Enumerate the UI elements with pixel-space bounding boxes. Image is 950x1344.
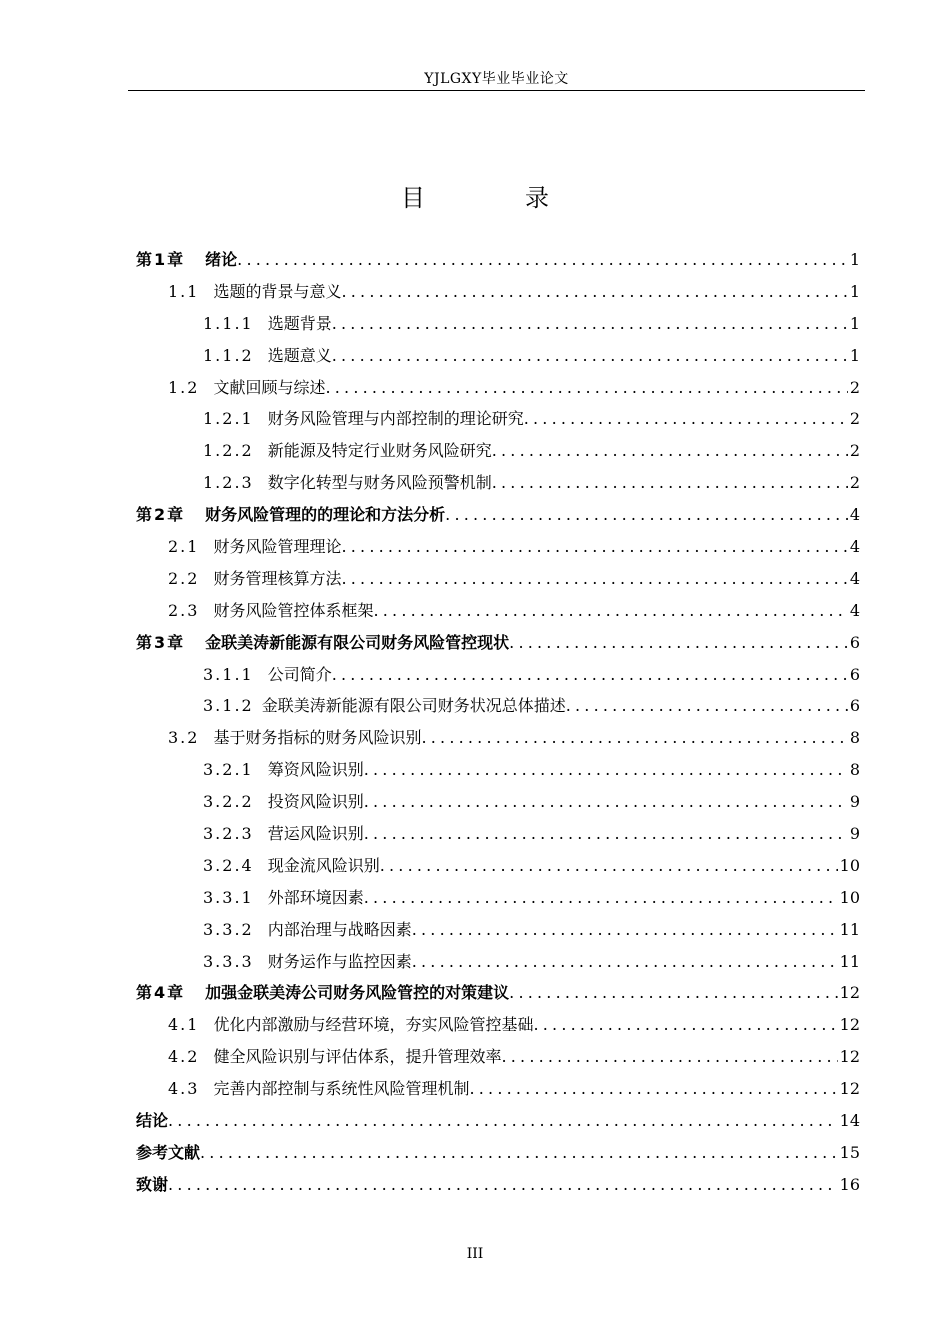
toc-entry-page: 12 [839,1047,860,1067]
toc-dot-leader [364,882,838,914]
toc-entry[interactable] [136,403,860,435]
toc-entry-number: 4.3 [168,1079,200,1099]
toc-entry-page: 1 [849,250,860,269]
toc-dot-leader [501,1041,837,1073]
toc-entry[interactable] [136,244,860,276]
toc-dot-leader [524,403,848,435]
toc-title: 目 录 [401,184,587,212]
toc-dot-leader [341,276,847,308]
toc-entry-page: 1 [849,345,860,365]
toc-entry-label: 财务风险管理与内部控制的理论研究 [267,409,524,429]
toc-entry[interactable] [136,467,860,499]
toc-dot-leader [341,531,847,563]
toc-entry-page: 12 [839,1015,860,1035]
toc-entry-number: 3.2.1 [203,760,254,780]
toc-dot-leader [509,627,848,659]
toc-entry-number: 1.1.1 [203,313,254,333]
toc-entry-label: 绪论 [205,250,238,269]
toc-entry-number: 1.2.1 [203,409,254,429]
toc-entry-page: 6 [849,632,860,652]
toc-entry-label: 投资风险识别 [267,792,364,812]
toc-entry[interactable] [136,754,860,786]
toc-dot-leader [412,914,838,946]
toc-entry-page: 6 [849,664,860,684]
toc-entry[interactable] [136,882,860,914]
toc-entry-label: 新能源及特定行业财务风险研究 [267,441,492,461]
toc-dot-leader [364,754,848,786]
toc-entry-page: 6 [849,696,860,716]
toc-entry[interactable] [136,340,860,372]
toc-entry[interactable] [136,276,860,308]
toc-entry-label: 选题背景 [267,313,332,333]
toc-entry-label: 公司简介 [267,664,332,684]
toc-entry-label: 基于财务指标的财务风险识别 [213,728,422,748]
toc-entry-label: 选题意义 [267,345,332,365]
toc-dot-leader [492,435,848,467]
toc-entry-page: 10 [839,887,860,907]
toc-entry-page: 15 [839,1142,860,1162]
toc-entry[interactable] [136,818,860,850]
toc-entry-number: 1.1 [168,281,200,301]
toc-entry[interactable] [136,850,860,882]
toc-entry-page: 16 [839,1174,860,1194]
toc-entry-number: 2.3 [168,600,200,620]
toc-entry-page: 4 [849,568,860,588]
toc-entry[interactable] [136,786,860,818]
toc-entry-page: 8 [849,728,860,748]
toc-entry[interactable] [136,372,860,404]
toc-entry-label: 加强金联美涛公司财务风险管控的对策建议 [205,983,510,1003]
toc-entry-page: 12 [839,1079,860,1099]
toc-entry-number: 第3章 [136,632,186,652]
toc-entry-page: 8 [849,760,860,780]
toc-dot-leader [237,244,848,276]
toc-entry-label: 优化内部激励与经营环境，夯实风险管控基础 [213,1015,534,1035]
toc-entry-page: 9 [849,792,860,812]
toc-entry-number: 1.2.3 [203,473,254,493]
toc-entry[interactable] [136,690,860,722]
toc-entry[interactable] [136,627,860,659]
toc-dot-leader [492,467,848,499]
toc-dot-leader [421,722,847,754]
toc-entry-label: 完善内部控制与系统性风险管理机制 [213,1079,470,1099]
toc-entry[interactable] [136,435,860,467]
toc-entry-label: 财务风险管控体系框架 [213,600,374,620]
toc-entry-label: 现金流风险识别 [267,855,380,875]
toc-entry-label: 选题的背景与意义 [213,281,342,301]
toc-entry-page: 4 [849,600,860,620]
toc-entry-label: 筹资风险识别 [267,760,364,780]
toc-entry[interactable] [136,308,860,340]
toc-dot-leader [332,659,848,691]
toc-entry-number: 3.2.4 [203,855,254,875]
toc-dot-leader [380,850,838,882]
toc-entry-page: 1 [849,313,860,333]
toc-entry[interactable] [136,1041,860,1073]
toc-entry[interactable] [136,531,860,563]
toc-dot-leader [325,372,847,404]
toc-entry-page: 11 [839,919,860,939]
toc-entry-number: 3.3.3 [203,951,254,971]
toc-entry[interactable] [136,563,860,595]
toc-entry-page: 2 [849,473,860,493]
toc-entry-page: 4 [849,537,860,557]
toc-entry[interactable] [136,1073,860,1105]
toc-dot-leader [364,786,848,818]
toc-entry-label: 参考文献 [136,1142,201,1162]
toc-dot-leader [200,1137,838,1169]
page-number: III [466,1246,484,1262]
toc-dot-leader [533,1009,837,1041]
toc-entry-number: 2.2 [168,568,200,588]
toc-entry-number: 4.2 [168,1047,200,1067]
toc-entry[interactable] [136,595,860,627]
toc-entry-label: 营运风险识别 [267,824,364,844]
toc-entry[interactable] [136,1105,860,1137]
toc-dot-leader [445,499,848,531]
toc-entry-label: 财务运作与监控因素 [267,951,412,971]
toc-entry-page: 2 [849,377,860,397]
toc-entry-number: 第4章 [136,983,186,1003]
toc-entry[interactable] [136,1169,860,1201]
toc-entry-number: 3.2.3 [203,824,254,844]
toc-entry-label: 文献回顾与综述 [213,377,326,397]
toc-entry[interactable] [136,722,860,754]
toc-entry-number: 3.1.1 [203,664,254,684]
toc-dot-leader [566,690,848,722]
toc-entry[interactable] [136,914,860,946]
toc-dot-leader [469,1073,837,1105]
toc-entry-page: 10 [839,855,860,875]
toc-entry[interactable] [136,659,860,691]
toc-entry-number: 第1章 [136,250,186,269]
toc-dot-leader [168,1169,838,1201]
toc-entry-number: 3.1.2 [203,696,254,716]
toc-entry-number: 1.2 [168,377,200,397]
toc-entry-page: 2 [849,441,860,461]
toc-dot-leader [332,340,848,372]
toc-entry[interactable] [136,946,860,978]
toc-entry-page: 2 [849,409,860,429]
toc-entry[interactable] [136,1009,860,1041]
toc-entry-number: 2.1 [168,537,200,557]
toc-entry-number: 1.2.2 [203,441,254,461]
toc-dot-leader [364,818,848,850]
toc-entry-page: 11 [839,951,860,971]
toc-entry[interactable] [136,1137,860,1169]
table-of-contents [136,244,860,1201]
toc-entry-label: 财务风险管理的的理论和方法分析 [205,505,446,525]
toc-dot-leader [332,308,848,340]
page-header: YJLGXY毕业毕业论文 [424,71,569,87]
toc-entry-label: 结论 [136,1111,169,1131]
toc-dot-leader [373,595,847,627]
toc-entry-label: 金联美涛新能源有限公司财务风险管控现状 [205,632,510,652]
toc-entry-label: 数字化转型与财务风险预警机制 [267,473,492,493]
toc-entry-page: 14 [839,1111,860,1131]
toc-entry-number: 3.3.2 [203,919,254,939]
toc-entry-page: 4 [849,505,860,525]
toc-entry-page: 12 [839,983,860,1003]
toc-entry[interactable] [136,499,860,531]
toc-entry-page: 1 [849,281,860,301]
toc-entry-label: 财务风险管理理论 [213,537,342,557]
toc-entry-number: 4.1 [168,1015,200,1035]
toc-dot-leader [341,563,847,595]
header-rule [128,90,865,91]
toc-dot-leader [509,977,837,1009]
toc-entry-page: 9 [849,824,860,844]
toc-entry[interactable] [136,977,860,1009]
toc-entry-label: 致谢 [136,1174,169,1194]
toc-entry-label: 外部环境因素 [267,887,364,907]
toc-entry-label: 财务管理核算方法 [213,568,342,588]
toc-entry-number: 第2章 [136,505,186,525]
toc-dot-leader [168,1105,838,1137]
toc-entry-label: 内部治理与战略因素 [267,919,412,939]
toc-entry-number: 3.2.2 [203,792,254,812]
toc-entry-number: 1.1.2 [203,345,254,365]
toc-entry-label: 金联美涛新能源有限公司财务状况总体描述 [261,696,566,716]
toc-entry-number: 3.2 [168,728,200,748]
toc-entry-number: 3.3.1 [203,887,254,907]
toc-entry-label: 健全风险识别与评估体系，提升管理效率 [213,1047,502,1067]
toc-dot-leader [412,946,838,978]
